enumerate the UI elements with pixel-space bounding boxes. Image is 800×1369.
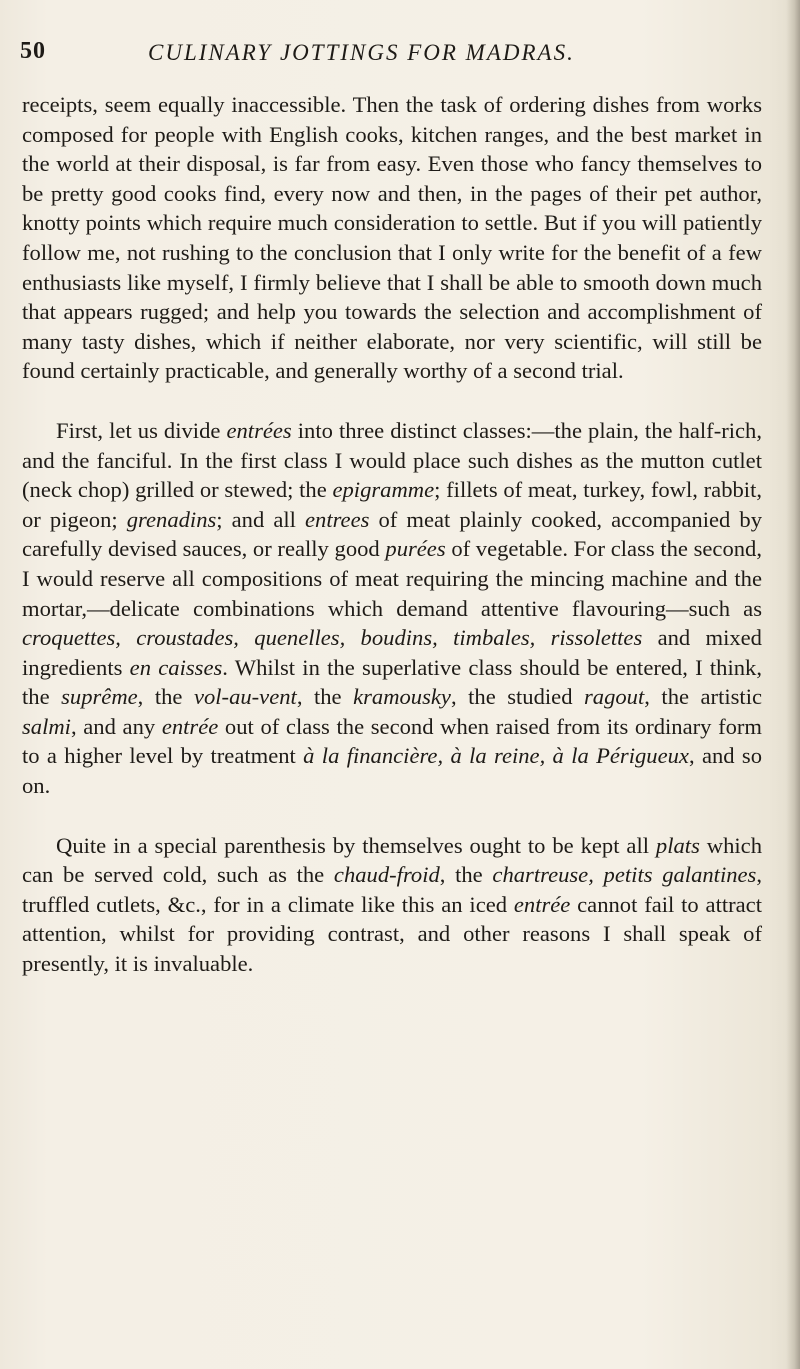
paragraph-3: Quite in a special parenthesis by themselves ought to be kept all plats which can be served cold, such as the chaud-froid, the chartreuse, petits galantines, truffled cutlets, &c., for in a climate like this an iced entrée cannot fail to attract attention, whilst for providing contrast, and other reasons I shall speak of presently, it is invaluable. bbox=[22, 832, 763, 977]
page-number: 50 bbox=[20, 38, 46, 64]
body-text bbox=[22, 90, 762, 979]
paragraph-2: First, let us divide entrées into three distinct classes:—the plain, the half-rich, and the fanciful. In the first class I would place such dishes as the mutton cutlet (neck chop) grilled or stewed; the epigramme; fillets of meat, turkey, fowl, rabbit, or pigeon; grenadins; and all entrees of meat plainly cooked, accompanied by carefully devised sauces, or really good purées of vegetable. For class the second, I would reserve all compositions of meat requiring the mincing machine and the mortar,—delicate combinations which demand attentive flavouring—such as croquettes, croustades, quenelles, boudins, timbales, rissolettes and mixed ingredients en caisses. Whilst in the superlative class should be entered, I think, the suprême, the vol-au-vent, the kramousky, the studied ragout, the artistic salmi, and any entrée out of class the second when raised from its ordinary form to a higher level by treatment à la financière, à la reine, à la Périgueux, and so on. bbox=[22, 417, 763, 799]
running-title: CULINARY JOTTINGS FOR MADRAS. bbox=[148, 40, 575, 65]
page-header bbox=[20, 36, 760, 72]
page-edge-shadow bbox=[786, 0, 800, 1369]
paragraph-1: receipts, seem equally inaccessible. Then the task of ordering dishes from works composed for people with English cooks, kitchen ranges, and the best market in the world at their disposal, is far from easy. Even those who fancy themselves to be pretty good cooks find, every now and then, in the pages of their pet author, knotty points which require much consideration to settle. But if you will patiently follow me, not rushing to the conclusion that I only write for the benefit of a few enthusiasts like myself, I firmly believe that I shall be able to smooth down much that appears rugged; and help you towards the selection and accomplishment of many tasty dishes, which if neither elaborate, nor very scientific, will still be found certainly practicable, and generally worthy of a second trial. bbox=[22, 92, 762, 384]
